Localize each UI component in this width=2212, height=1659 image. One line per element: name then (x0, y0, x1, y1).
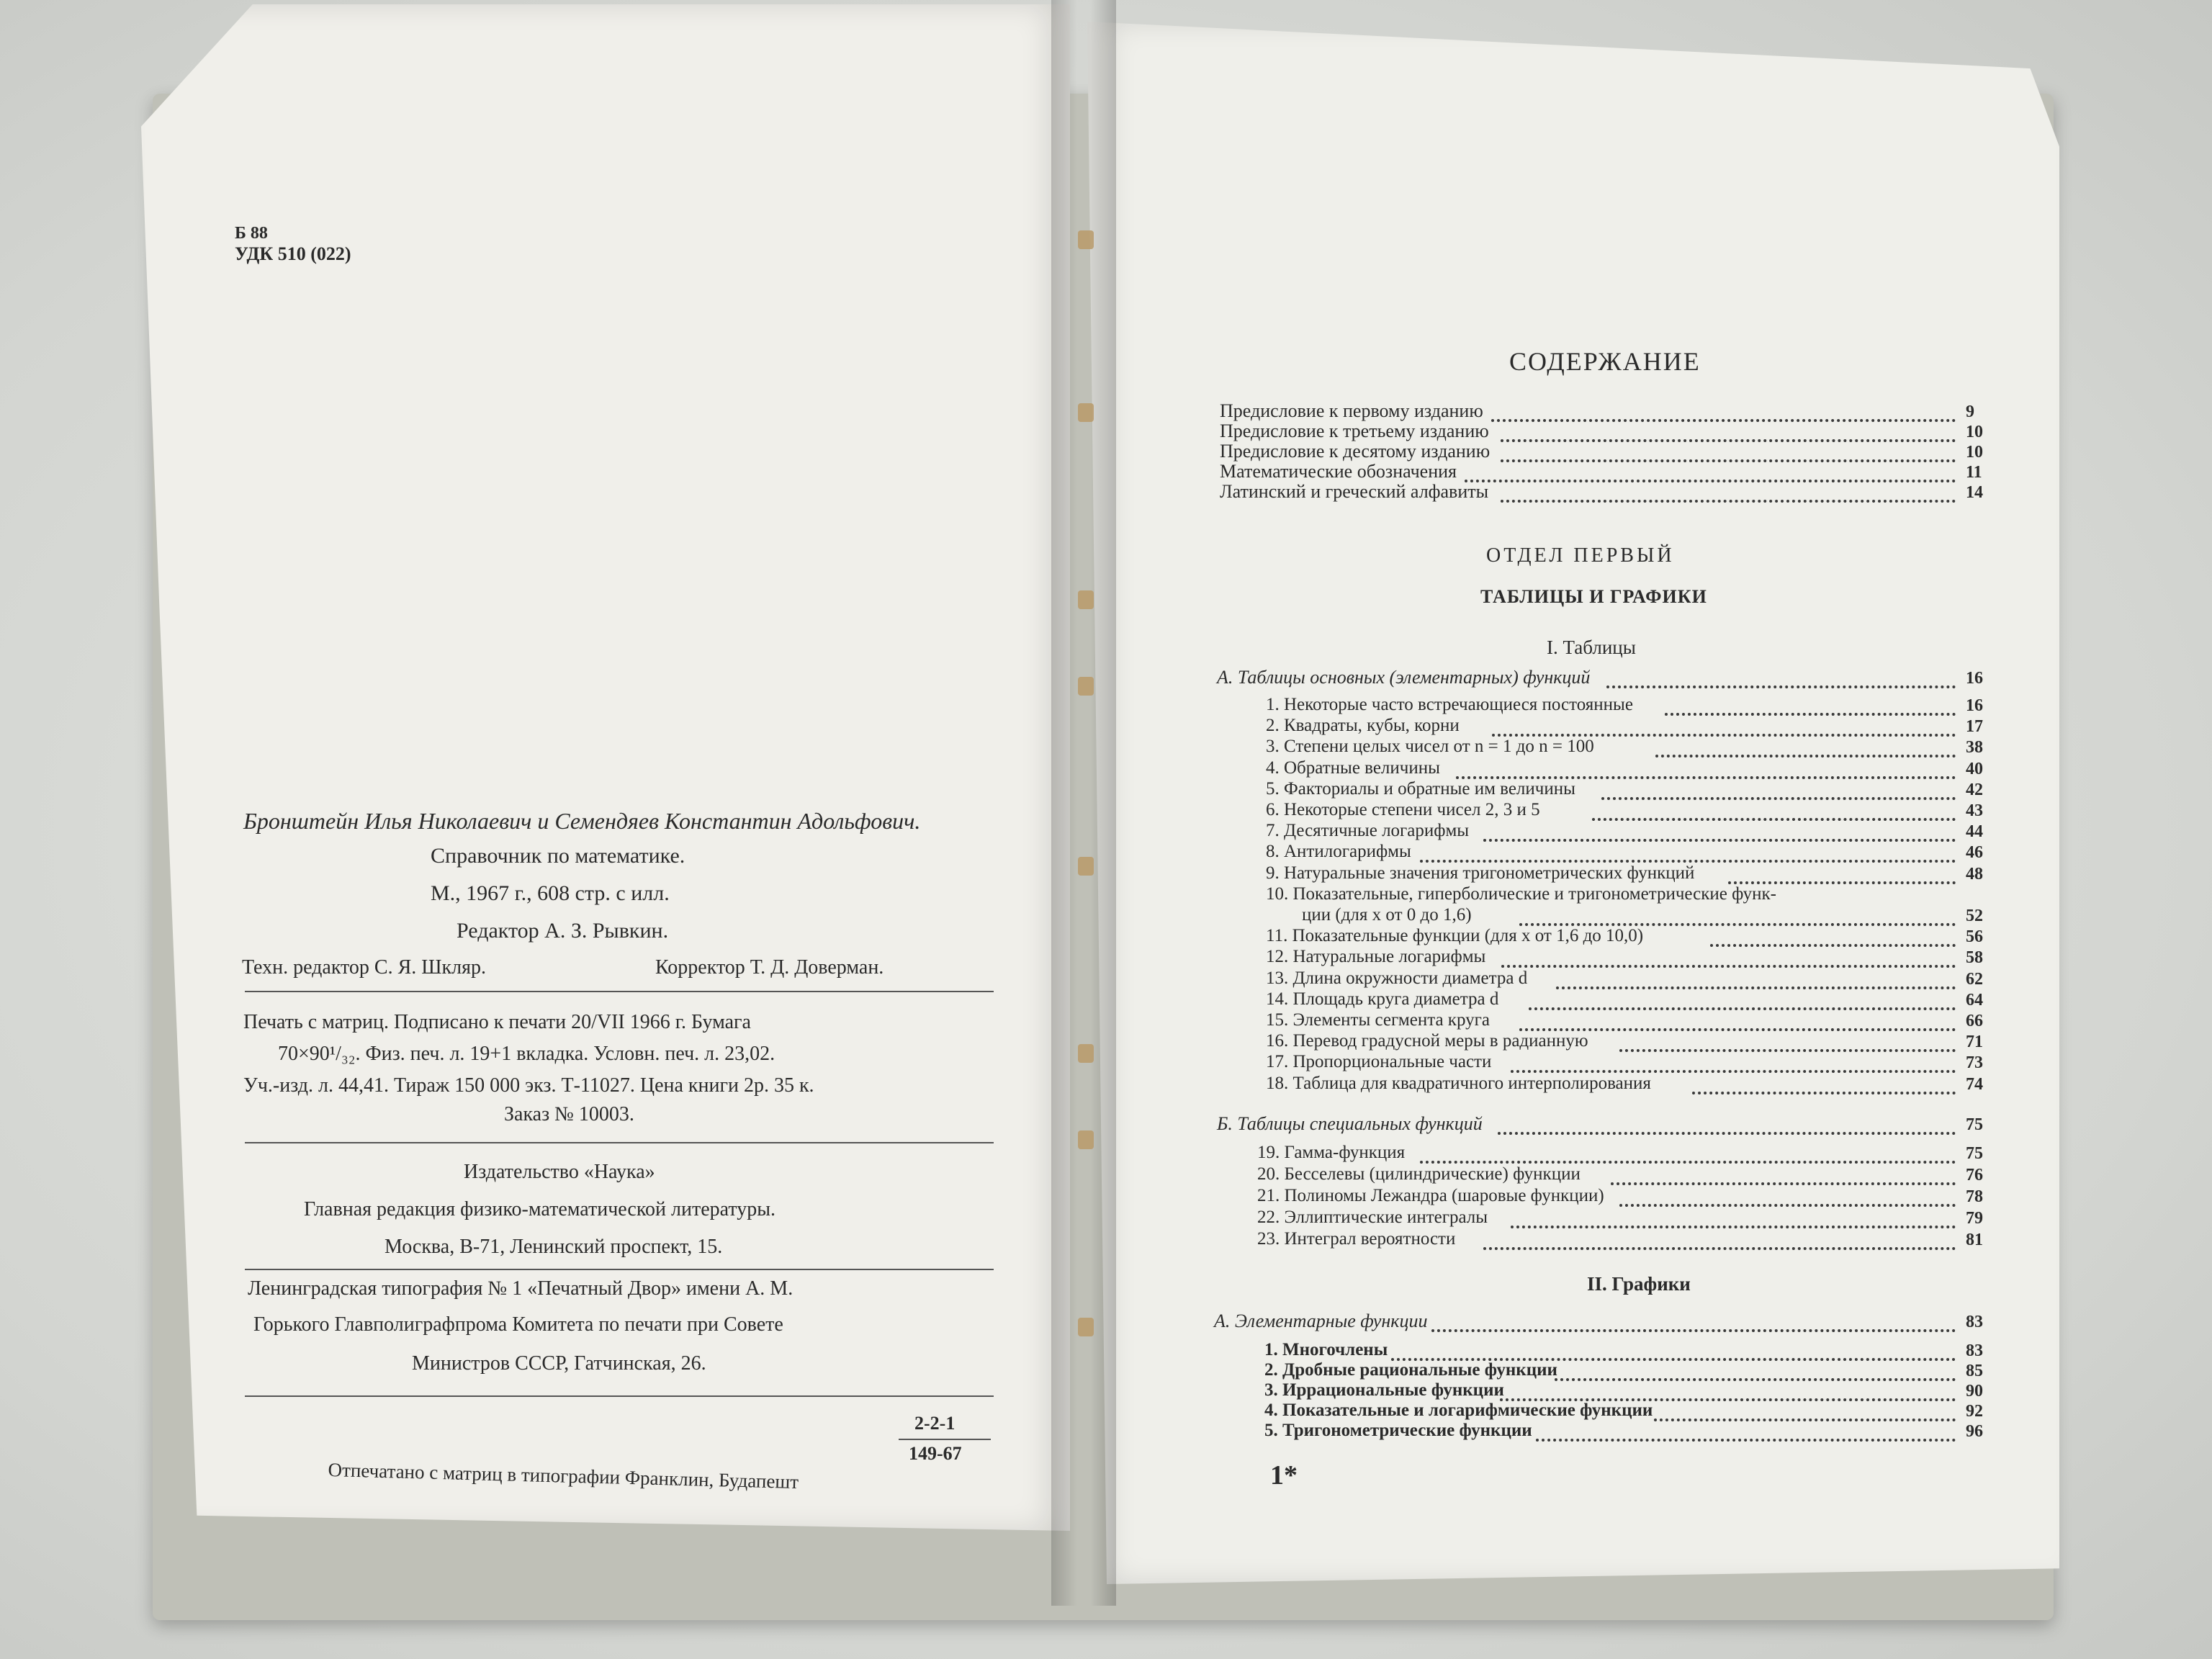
toc-entry-label: 11. Показательные функции (для x от 1,6 до 10,0) (1266, 926, 1644, 946)
toc-entry-label: 8. Антилогарифмы (1266, 842, 1411, 862)
divider (245, 991, 994, 992)
toc-page-number: 16 (1966, 696, 1983, 715)
index-code: 149-67 (909, 1443, 962, 1464)
toc-page-number: 85 (1966, 1362, 1983, 1380)
toc-page-number: 46 (1966, 843, 1983, 863)
toc-entry-label: 15. Элементы сегмента круга (1266, 1010, 1490, 1030)
divider (245, 1395, 994, 1397)
binding-stitch (1078, 403, 1094, 422)
editor: Редактор А. З. Рывкин. (457, 919, 669, 943)
toc-page-number: 14 (1966, 483, 1983, 502)
toc-page-number: 92 (1966, 1402, 1983, 1421)
print-info-line: 70×90¹/₃₂. Физ. печ. л. 19+1 вкладка. Условн. печ. л. 23,02. (278, 1043, 775, 1065)
toc-entry-label: 1. Некоторые часто встречающиеся постоянные (1266, 695, 1633, 714)
toc-page-number: 17 (1966, 717, 1983, 737)
toc-entry-label: 5. Тригонометрические функции (1264, 1421, 1532, 1440)
toc-entry-label: 22. Эллиптические интегралы (1257, 1208, 1488, 1227)
toc-entry-label: Предисловие к десятому изданию (1220, 441, 1491, 462)
toc-entry-label: Предисловие к первому изданию (1220, 400, 1483, 421)
toc-page-number: 16 (1966, 669, 1983, 688)
toc-page-number: 79 (1966, 1209, 1983, 1228)
toc-page-number: 58 (1966, 948, 1983, 968)
toc-entry-label: ции (для x от 0 до 1,6) (1302, 905, 1472, 925)
catalog-code: Б 88 (235, 224, 268, 243)
toc-entry-label: 1. Многочлены (1264, 1340, 1388, 1359)
toc-page-number: 83 (1966, 1341, 1983, 1360)
toc-entry-label: 3. Степени целых чисел от n = 1 до n = 100 (1266, 737, 1594, 757)
binding-stitch (1078, 590, 1094, 609)
toc-page-number: 73 (1966, 1053, 1983, 1073)
toc-page-number: 64 (1966, 990, 1983, 1010)
contents-heading: СОДЕРЖАНИЕ (1509, 347, 1701, 376)
toc-entry-label: 23. Интеграл вероятности (1257, 1229, 1456, 1249)
toc-leader-dots (1511, 1204, 1956, 1228)
toc-leader-dots (1431, 1308, 1956, 1332)
binding-stitch (1078, 230, 1094, 249)
toc-entry-label: 21. Полиномы Лежандра (шаровые функции) (1257, 1186, 1604, 1205)
toc-page-number: 52 (1966, 907, 1983, 925)
toc-page-number: 40 (1966, 759, 1983, 778)
toc-page-number: 81 (1966, 1231, 1983, 1249)
toc-entry-label: 13. Длина окружности диаметра d (1266, 968, 1528, 988)
toc-leader-dots (1606, 664, 1956, 688)
toc-entry-label: 12. Натуральные логарифмы (1266, 947, 1486, 967)
toc-page-number: 10 (1966, 443, 1983, 462)
printer-line: Министров СССР, Гатчинская, 26. (412, 1352, 706, 1375)
part-heading: ОТДЕЛ ПЕРВЫЙ (1486, 544, 1675, 567)
toc-leader-dots (1498, 1110, 1956, 1135)
print-info-line: Печать с матриц. Подписано к печати 20/VII 1966 г. Бумага (243, 1011, 751, 1033)
toc-entry-label: 2. Дробные рациональные функции (1264, 1360, 1557, 1380)
authors: Бронштейн Илья Николаевич и Семендяев Константин Адольфович. (243, 808, 921, 834)
toc-entry-label: 19. Гамма-функция (1257, 1143, 1406, 1162)
printer-line: Горького Главполиграфпрома Комитета по печати при Совете (253, 1313, 783, 1336)
toc-entry-label: 9. Натуральные значения тригонометрических функций (1266, 863, 1695, 883)
toc-entry-label: 14. Площадь круга диаметра d (1266, 989, 1499, 1009)
section-heading: I. Таблицы (1547, 637, 1636, 658)
toc-page-number: 10 (1966, 423, 1983, 441)
toc-entry-label: Математические обозначения (1220, 461, 1457, 482)
toc-page-number: 42 (1966, 780, 1983, 799)
toc-entry-label: Предисловие к третьему изданию (1220, 421, 1489, 441)
toc-leader-dots (1536, 1417, 1956, 1442)
toc-entry-label: 20. Бесселевы (цилиндрические) функции (1257, 1164, 1581, 1184)
toc-page-number: 76 (1966, 1166, 1983, 1184)
publisher-address: Москва, В-71, Ленинский проспект, 15. (385, 1236, 723, 1258)
print-info-line: Уч.-изд. л. 44,41. Тираж 150 000 экз. Т-11027. Цена книги 2р. 35 к. (243, 1074, 814, 1097)
toc-entry-label: 2. Квадраты, кубы, корни (1266, 716, 1460, 736)
binding-stitch (1078, 1318, 1094, 1336)
binding-stitch (1078, 857, 1094, 876)
toc-leader-dots (1420, 1139, 1956, 1164)
toc-page-number: 44 (1966, 822, 1983, 842)
toc-page-number: 75 (1966, 1115, 1983, 1134)
toc-page-number: 83 (1966, 1313, 1983, 1331)
tech-editor: Техн. редактор С. Я. Шкляр. (242, 956, 486, 979)
toc-page-number: 38 (1966, 738, 1983, 757)
toc-entry-label: 6. Некоторые степени чисел 2, 3 и 5 (1266, 800, 1540, 819)
toc-page-number: 62 (1966, 969, 1983, 989)
corrector: Корректор Т. Д. Доверман. (655, 956, 884, 979)
toc-entry-label: А. Таблицы основных (элементарных) функций (1217, 667, 1591, 688)
toc-entry-label: Б. Таблицы специальных функций (1217, 1113, 1483, 1134)
toc-page-number: 66 (1966, 1012, 1983, 1030)
left-page (141, 4, 1070, 1531)
divider (245, 1142, 994, 1143)
publication-info: М., 1967 г., 608 стр. с илл. (431, 881, 670, 905)
toc-entry-label: А. Элементарные функции (1214, 1310, 1428, 1331)
toc-entry-label: 5. Факториалы и обратные им величины (1266, 778, 1575, 799)
toc-page-number: 48 (1966, 864, 1983, 884)
binding-stitch (1078, 1130, 1094, 1149)
toc-leader-dots (1728, 860, 1956, 884)
publisher-division: Главная редакция физико-математической литературы. (304, 1198, 776, 1220)
section-heading: II. Графики (1587, 1273, 1691, 1295)
printed-in-note: Отпечатано с матриц в типографии Франклин, Будапешт (328, 1459, 799, 1493)
toc-entry-label: 7. Десятичные логарифмы (1266, 821, 1470, 841)
toc-entry-label: Латинский и греческий алфавиты (1220, 481, 1489, 502)
toc-leader-dots (1619, 1182, 1956, 1207)
toc-page-number: 75 (1966, 1144, 1983, 1163)
toc-entry-label: 4. Показательные и логарифмические функции (1264, 1401, 1653, 1420)
order-number: Заказ № 10003. (504, 1103, 634, 1125)
index-code: 2-2-1 (914, 1413, 956, 1434)
toc-page-number: 96 (1966, 1422, 1983, 1441)
toc-leader-dots (1501, 478, 1956, 503)
fraction-line (899, 1439, 991, 1440)
toc-entry-label: 16. Перевод градусной меры в радианную (1266, 1031, 1588, 1051)
part-title: ТАБЛИЦЫ И ГРАФИКИ (1480, 586, 1707, 607)
toc-entry-label: 17. Пропорциональные части (1266, 1052, 1492, 1072)
toc-entry-label: 4. Обратные величины (1266, 757, 1440, 778)
toc-entry-label: 18. Таблица для квадратичного интерполирования (1266, 1073, 1651, 1093)
toc-page-number: 43 (1966, 801, 1983, 820)
toc-leader-dots (1611, 1161, 1956, 1185)
udk-code: УДК 510 (022) (235, 243, 351, 264)
toc-page-number: 11 (1966, 463, 1982, 482)
signature-mark: 1* (1270, 1460, 1298, 1491)
toc-page-number: 56 (1966, 927, 1983, 947)
binding-stitch (1078, 677, 1094, 696)
divider (245, 1269, 994, 1270)
binding-stitch (1078, 1044, 1094, 1063)
toc-entry-label: 10. Показательные, гиперболические и тригонометрические функ- (1266, 884, 1777, 904)
toc-page-number: 9 (1966, 403, 1974, 421)
toc-page-number: 71 (1966, 1033, 1983, 1052)
toc-page-number: 90 (1966, 1382, 1983, 1401)
toc-leader-dots (1483, 1226, 1956, 1250)
toc-leader-dots (1692, 1070, 1956, 1094)
toc-page-number: 74 (1966, 1074, 1983, 1094)
printer-line: Ленинградская типография № 1 «Печатный Двор» имени А. М. (248, 1277, 793, 1300)
book-title: Справочник по математике. (431, 844, 685, 868)
publisher-name: Издательство «Наука» (464, 1161, 655, 1183)
toc-page-number: 78 (1966, 1187, 1983, 1206)
toc-entry-label: 3. Иррациональные функции (1264, 1380, 1504, 1400)
